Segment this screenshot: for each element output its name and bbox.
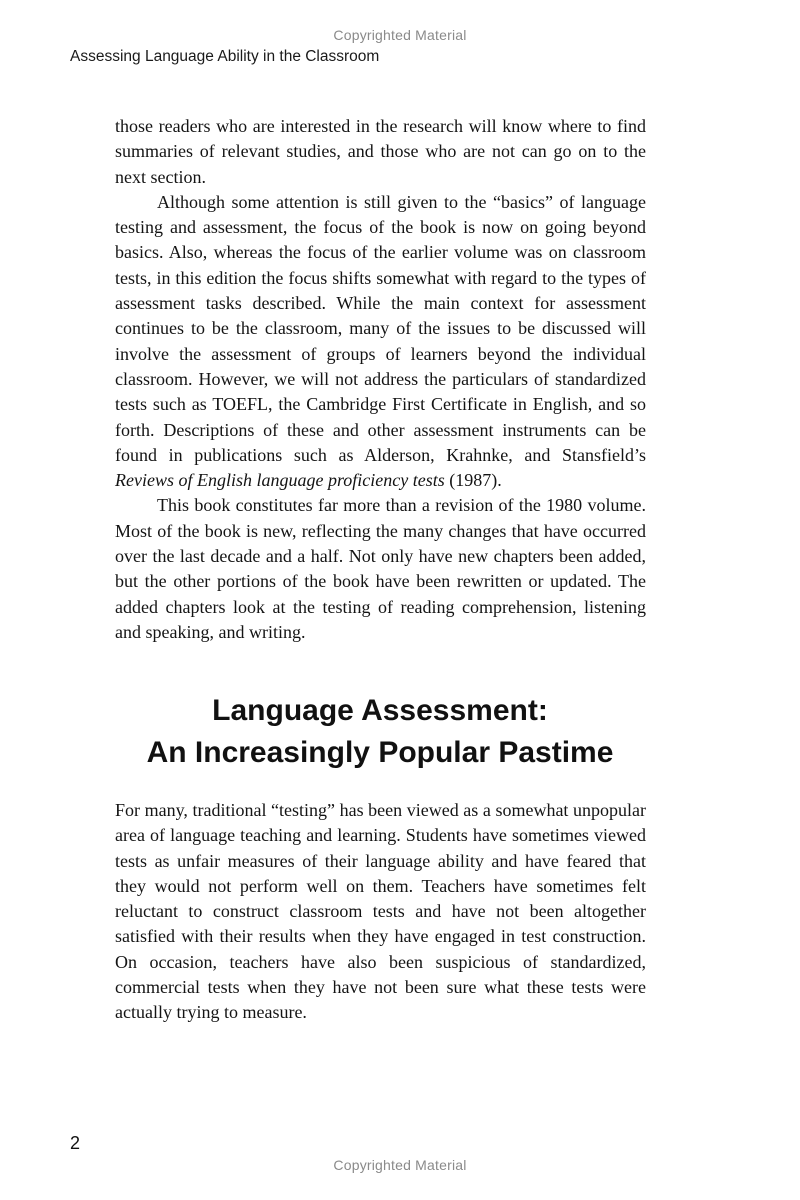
section-heading-line-2: An Increasingly Popular Pastime xyxy=(146,736,614,769)
running-head: Assessing Language Ability in the Classroom xyxy=(70,48,380,65)
paragraph-focus xyxy=(115,190,646,494)
paragraph-continued: those readers who are interested in the research will know where to find summaries of relevant studies, and those who are not can go on to the next section. xyxy=(115,116,646,187)
watermark-bottom: Copyrighted Material xyxy=(333,1157,467,1173)
section-body-1 xyxy=(115,114,646,645)
page-number: 2 xyxy=(70,1133,81,1153)
watermark-top: Copyrighted Material xyxy=(333,27,467,43)
paragraph-testing: For many, traditional “testing” has been viewed as a somewhat unpopular area of language teaching and learning. Students have sometimes viewed tests as unfair measures of their language ability and have feared that they would not perform well on them. Teachers have sometimes felt reluctant to construct classroom tests and have not been altogether satisfied with their results when they have engaged in test construction. On occasion, teachers have also been suspicious of standardized, commercial tests when they have not been sure what these tests were actually trying to measure. xyxy=(115,800,646,1023)
paragraph-revision: This book constitutes far more than a revision of the 1980 volume. Most of the book is new, reflecting the many changes that have occurred over the last decade and a half. Not only have new chapters been added, but the other portions of the book have been rewritten or updated. The added chapters look at the testing of reading comprehension, listening and speaking, and writing. xyxy=(115,495,646,642)
book-title-italic: Reviews of English language proficiency tests xyxy=(115,470,445,491)
paragraph-focus-text: Although some attention is still given to the “basics” of language testing and assessment, the focus of the book is now on going beyond basics. Also, whereas the focus of the earlier volume was on classroom tests, in this edition the focus shifts somewhat with regard to the types of assessment tasks described. While the main context for assessment continues to be the classroom, many of the issues to be discussed will involve the assessment of groups of learners beyond the individual classroom. However, we will not address the particulars of standardized tests such as TOEFL, the Cambridge First Certificate in English, and so forth. Descriptions of these and other assessment instruments can be found in publications such as Alderson, Krahnke, and Stansfield’s xyxy=(115,191,646,465)
section-heading xyxy=(100,690,660,774)
paragraph-focus-end: (1987). xyxy=(444,470,502,491)
section-body-2 xyxy=(115,798,646,1026)
section-heading-line-1: Language Assessment: xyxy=(212,694,548,727)
